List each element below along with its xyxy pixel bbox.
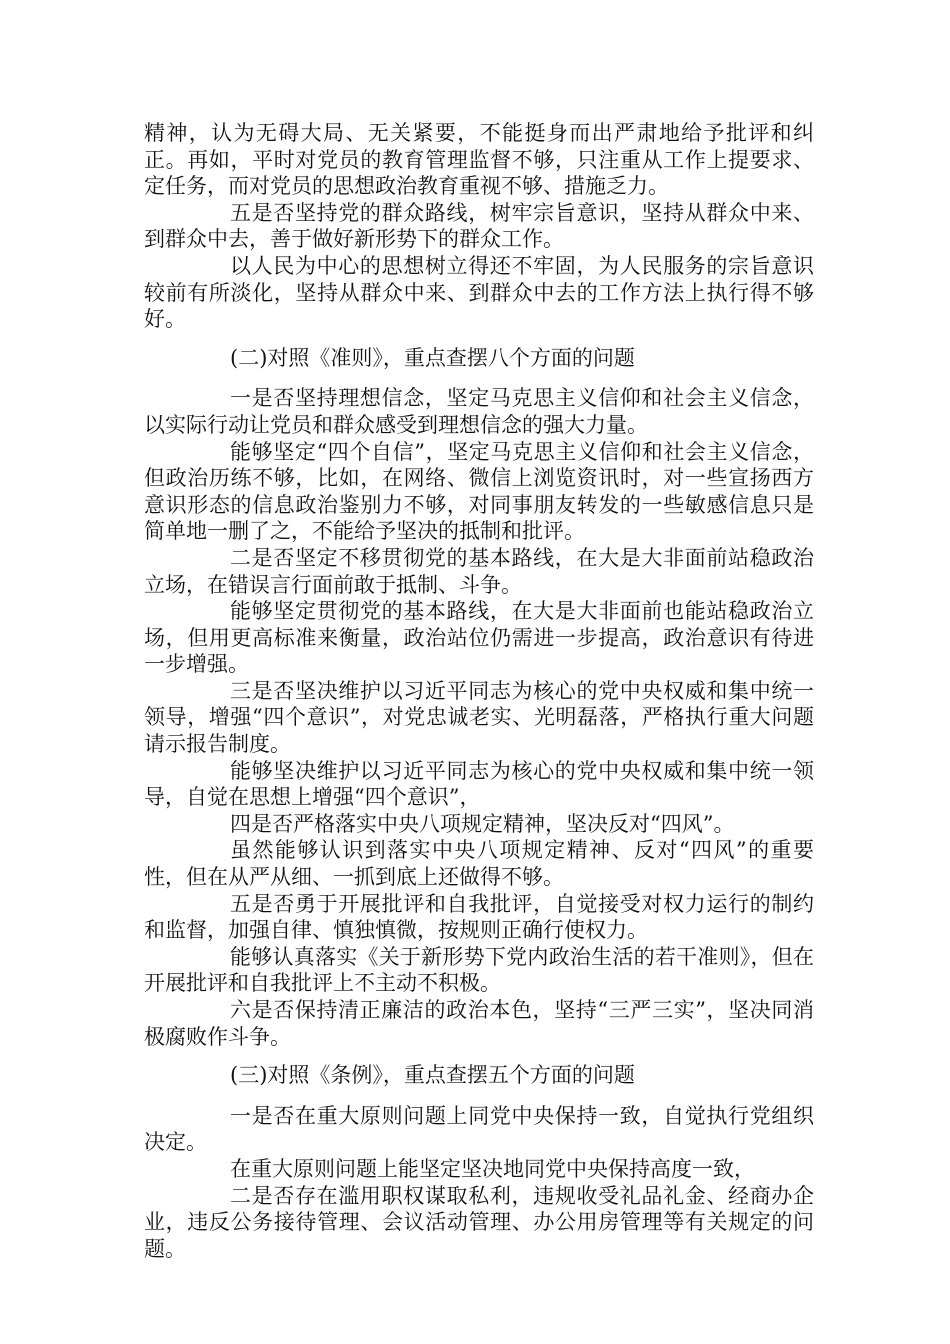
paragraph: 六是否保持清正廉洁的政治本色，坚持“三严三实”，坚决同消极腐败作斗争。 [144, 998, 814, 1049]
paragraph: 精神，认为无碍大局、无关紧要，不能挺身而出严肃地给予批评和纠正。再如，平时对党员的教育管理监督不够，只注重从工作上提要求、定任务，而对党员的思想政治教育重视不够、措施乏力。 [144, 121, 814, 199]
paragraph: 虽然能够认识到落实中央八项规定精神、反对“四风”的重要性，但在从严从细、一抓到底上还做得不够。 [144, 838, 814, 890]
paragraph: 四是否严格落实中央八项规定精神，坚决反对“四风”。 [230, 811, 735, 836]
section-heading: (二)对照《准则》，重点查摆八个方面的问题 [230, 345, 635, 370]
paragraph: 二是否坚定不移贯彻党的基本路线，在大是大非面前站稳政治立场，在错误言行面前敢于抵制、斗争。 [144, 545, 814, 597]
paragraph: 三是否坚决维护以习近平同志为核心的党中央权威和集中统一领导，增强“四个意识”，对党忠诚老实、光明磊落，严格执行重大问题请示报告制度。 [144, 678, 814, 757]
document-body [144, 120, 814, 1262]
paragraph: 五是否坚持党的群众路线，树牢宗旨意识，坚持从群众中来、到群众中去，善于做好新形势下的群众工作。 [144, 200, 814, 252]
paragraph: 五是否勇于开展批评和自我批评，自觉接受对权力运行的制约和监督，加强自律、慎独慎微，按规则正确行使权力。 [144, 891, 814, 943]
paragraph: 能够坚决维护以习近平同志为核心的党中央权威和集中统一领导，自觉在思想上增强“四个意识”， [144, 758, 814, 810]
paragraph: 一是否在重大原则问题上同党中央保持一致，自觉执行党组织决定。 [144, 1103, 814, 1155]
paragraph: 一是否坚持理想信念，坚定马克思主义信仰和社会主义信念，以实际行动让党员和群众感受到理想信念的强大力量。 [144, 386, 814, 437]
paragraph: 能够坚定贯彻党的基本路线，在大是大非面前也能站稳政治立场，但用更高标准来衡量，政治站位仍需进一步提高，政治意识有待进一步增强。 [144, 599, 814, 677]
paragraph: 二是否存在滥用职权谋取私利，违规收受礼品礼金、经商办企业，违反公务接待管理、会议活动管理、办公用房管理等有关规定的问题。 [144, 1183, 814, 1261]
section-heading: (三)对照《条例》，重点查摆五个方面的问题 [230, 1063, 635, 1088]
paragraph: 能够认真落实《关于新形势下党内政治生活的若干准则》，但在开展批评和自我批评上不主动不积极。 [144, 944, 814, 996]
paragraph: 在重大原则问题上能坚定坚决地同党中央保持高度一致， [230, 1156, 755, 1181]
paragraph: 能够坚定“四个自信”，坚定马克思主义信仰和社会主义信念，但政治历练不够，比如，在网络、微信上浏览资讯时，对一些宣扬西方意识形态的信息政治鉴别力不够，对同事朋友转发的一些敏感信息只是简单地一删了之，不能给予坚决的抵制和批评。 [144, 439, 814, 544]
paragraph: 以人民为中心的思想树立得还不牢固，为人民服务的宗旨意识较前有所淡化，坚持从群众中来、到群众中去的工作方法上执行得不够好。 [144, 253, 814, 332]
